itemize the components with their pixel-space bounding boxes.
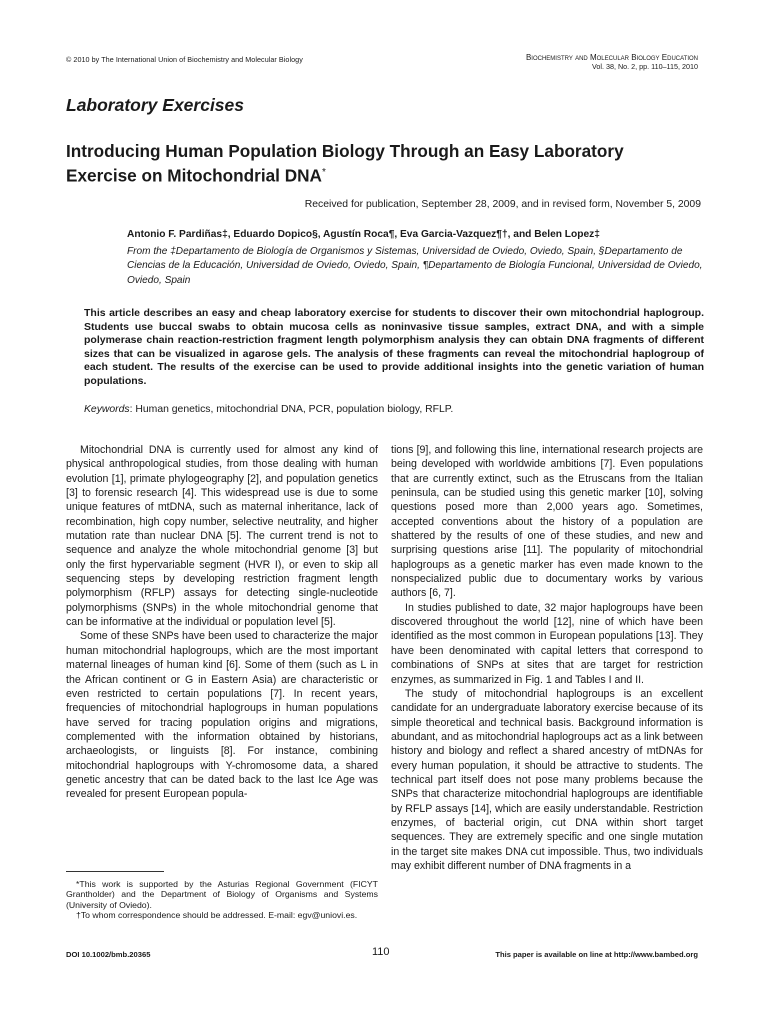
body-paragraph: In studies published to date, 32 major haplogroups have been discovered throughout the world [12], nine of which have been identified as the most common in European populations [13]. They have been denominated with capital letters that correspond to combinations of SNPs at sites that are target for restriction enzymes, as summarized in Fig. 1 and Tables I and II. (391, 601, 703, 686)
header-journal-info (526, 53, 698, 71)
page-number: 110 (372, 946, 390, 958)
title-line-1: Introducing Human Population Biology Through an Easy Laboratory (66, 141, 624, 161)
header-copyright: © 2010 by The International Union of Biochemistry and Molecular Biology (66, 55, 303, 64)
body-paragraph: tions [9], and following this line, international research projects are being developed with worldwide ambitions [7]. Even populations that are currently extinct, such as the Etruscans from the Italian peninsula, can be studied using this genetic marker [10], solving questions posed more than 2,000 years ago. Sometimes, accepted conventions about the history of a population are shattered by the results of one of these studies, and new and surprising questions arise [11]. The popularity of mitochondrial haplogroups as a genetic marker has even made known to the nonspecialized public due to documentary works by various authors [6, 7]. (391, 444, 703, 600)
journal-name: Biochemistry and Molecular Biology Education (525, 53, 698, 62)
section-label: Laboratory Exercises (66, 95, 245, 115)
journal-volume: Vol. 38, No. 2, pp. 110–115, 2010 (591, 62, 698, 71)
keywords-label: Keywords (84, 404, 130, 415)
keywords-text: : Human genetics, mitochondrial DNA, PCR, population biology, RFLP. (129, 404, 454, 415)
footer-doi: DOI 10.1002/bmb.20365 (66, 950, 151, 959)
footnotes (66, 879, 378, 920)
abstract: This article describes an easy and cheap laboratory exercise for students to discover their own mitochondrial haplogroup. Students use buccal swabs to obtain mucosa cells as noninvasive tissue samples, extract DNA, and with a simple polymerase chain reaction-restriction fragment length polymorphism analysis they can obtain DNA fragments of different sizes that can be visualized in agarose gels. The analysis of these fragments can reveal the mitochondrial haplogroup of each student. The results of the exercise can be used to provide additional insights into the genetic variation of human populations. (84, 307, 704, 387)
body-paragraph: The study of mitochondrial haplogroups is an excellent candidate for an undergraduate laboratory exercise because of its simple theoretical and technical basis. Background information is abundant, and as mitochondrial haplogroups act as a link between history and biology and reflect a shared ancestry of mtDNAs for every human population, it should be attractive to students. The technical part itself does not pose many problems because the SNPs that characterize mitochondrial haplogroups are identifiable by RFLP assays [14], which are easily understandable. Restriction enzymes, of bacterial origin, cut DNA within short target sequences. They are extremely specific and one single mutation in the target site makes DNA cut impossible. Thus, two individuals may exhibit different number of DNA fragments in a (391, 687, 703, 872)
title-line-2-text: Exercise on Mitochondrial DNA (66, 165, 322, 186)
body-column-right (391, 443, 703, 873)
footer-online-notice: This paper is available on line at http://www.bambed.org (495, 950, 698, 959)
title-line-2 (66, 162, 706, 187)
body-paragraph: Mitochondrial DNA is currently used for almost any kind of physical anthropological studies, from those dealing with human evolution [1], primate phylogeography [2], and population genetics [3] to forensic research [4]. This widespread use is due to some unique features of mtDNA, such as maternal inheritance, lack of recombination, high copy number, selective neutrality, and higher mutation rate than nuclear DNA [5]. The current trend is not to sequence and analyze the whole mitochondrial genome [3] but only the first hypervariable segment (HVR I), or even to skip all sequencing steps by developing restriction fragment length polymorphism (RFLP) assays for detecting single-nucleotide polymorphisms (SNPs) in the whole mitochondrial genome that can be informative at the individual or population level [5]. (66, 444, 378, 629)
article-title (66, 141, 706, 187)
footnote-correspondence: †To whom correspondence should be addressed. E-mail: egv@uniovi.es. (76, 909, 358, 920)
affiliations: From the ‡Departamento de Biología de Organismos y Sistemas, Universidad de Oviedo, Oviedo, Spain, §Departamento de Ciencias de la Educación, Universidad de Oviedo, Oviedo, Spain, ¶Departamento de Biología Funcional, Universidad de Oviedo, Oviedo, Spain (127, 246, 703, 286)
keywords (84, 404, 704, 415)
title-footnote-mark: * (321, 167, 326, 178)
received-date: Received for publication, September 28, 2009, and in revised form, November 5, 2009 (304, 199, 701, 210)
footnote-divider (66, 871, 164, 872)
author-list: Antonio F. Pardiñas‡, Eduardo Dopico§, Agustín Roca¶, Eva Garcia-Vazquez¶†, and Belen Lopez‡ (127, 229, 600, 240)
body-column-left (66, 443, 378, 802)
body-paragraph: Some of these SNPs have been used to characterize the major human mitochondrial haplogroups, which are the most important maternal lineages of human kind [6]. Some of them (such as L in the African continent or G in Eastern Asia) are characteristic or even restricted to certain populations [7]. In recent years, frequencies of mitochondrial haplogroups in human populations have served for tracing population origins and migrations, complemented with the information obtained by historians, archaeologists, or linguists [8]. For instance, combining mitochondrial haplogroups with Y-chromosome data, a shared genetic ancestry that can be dated back to the last Ice Age was revealed for present European popula- (66, 630, 378, 801)
footnote-funding: *This work is supported by the Asturias Regional Government (FICYT Grantholder) and the Department of Biology of Organisms and Systems (University of Oviedo). (66, 879, 378, 910)
